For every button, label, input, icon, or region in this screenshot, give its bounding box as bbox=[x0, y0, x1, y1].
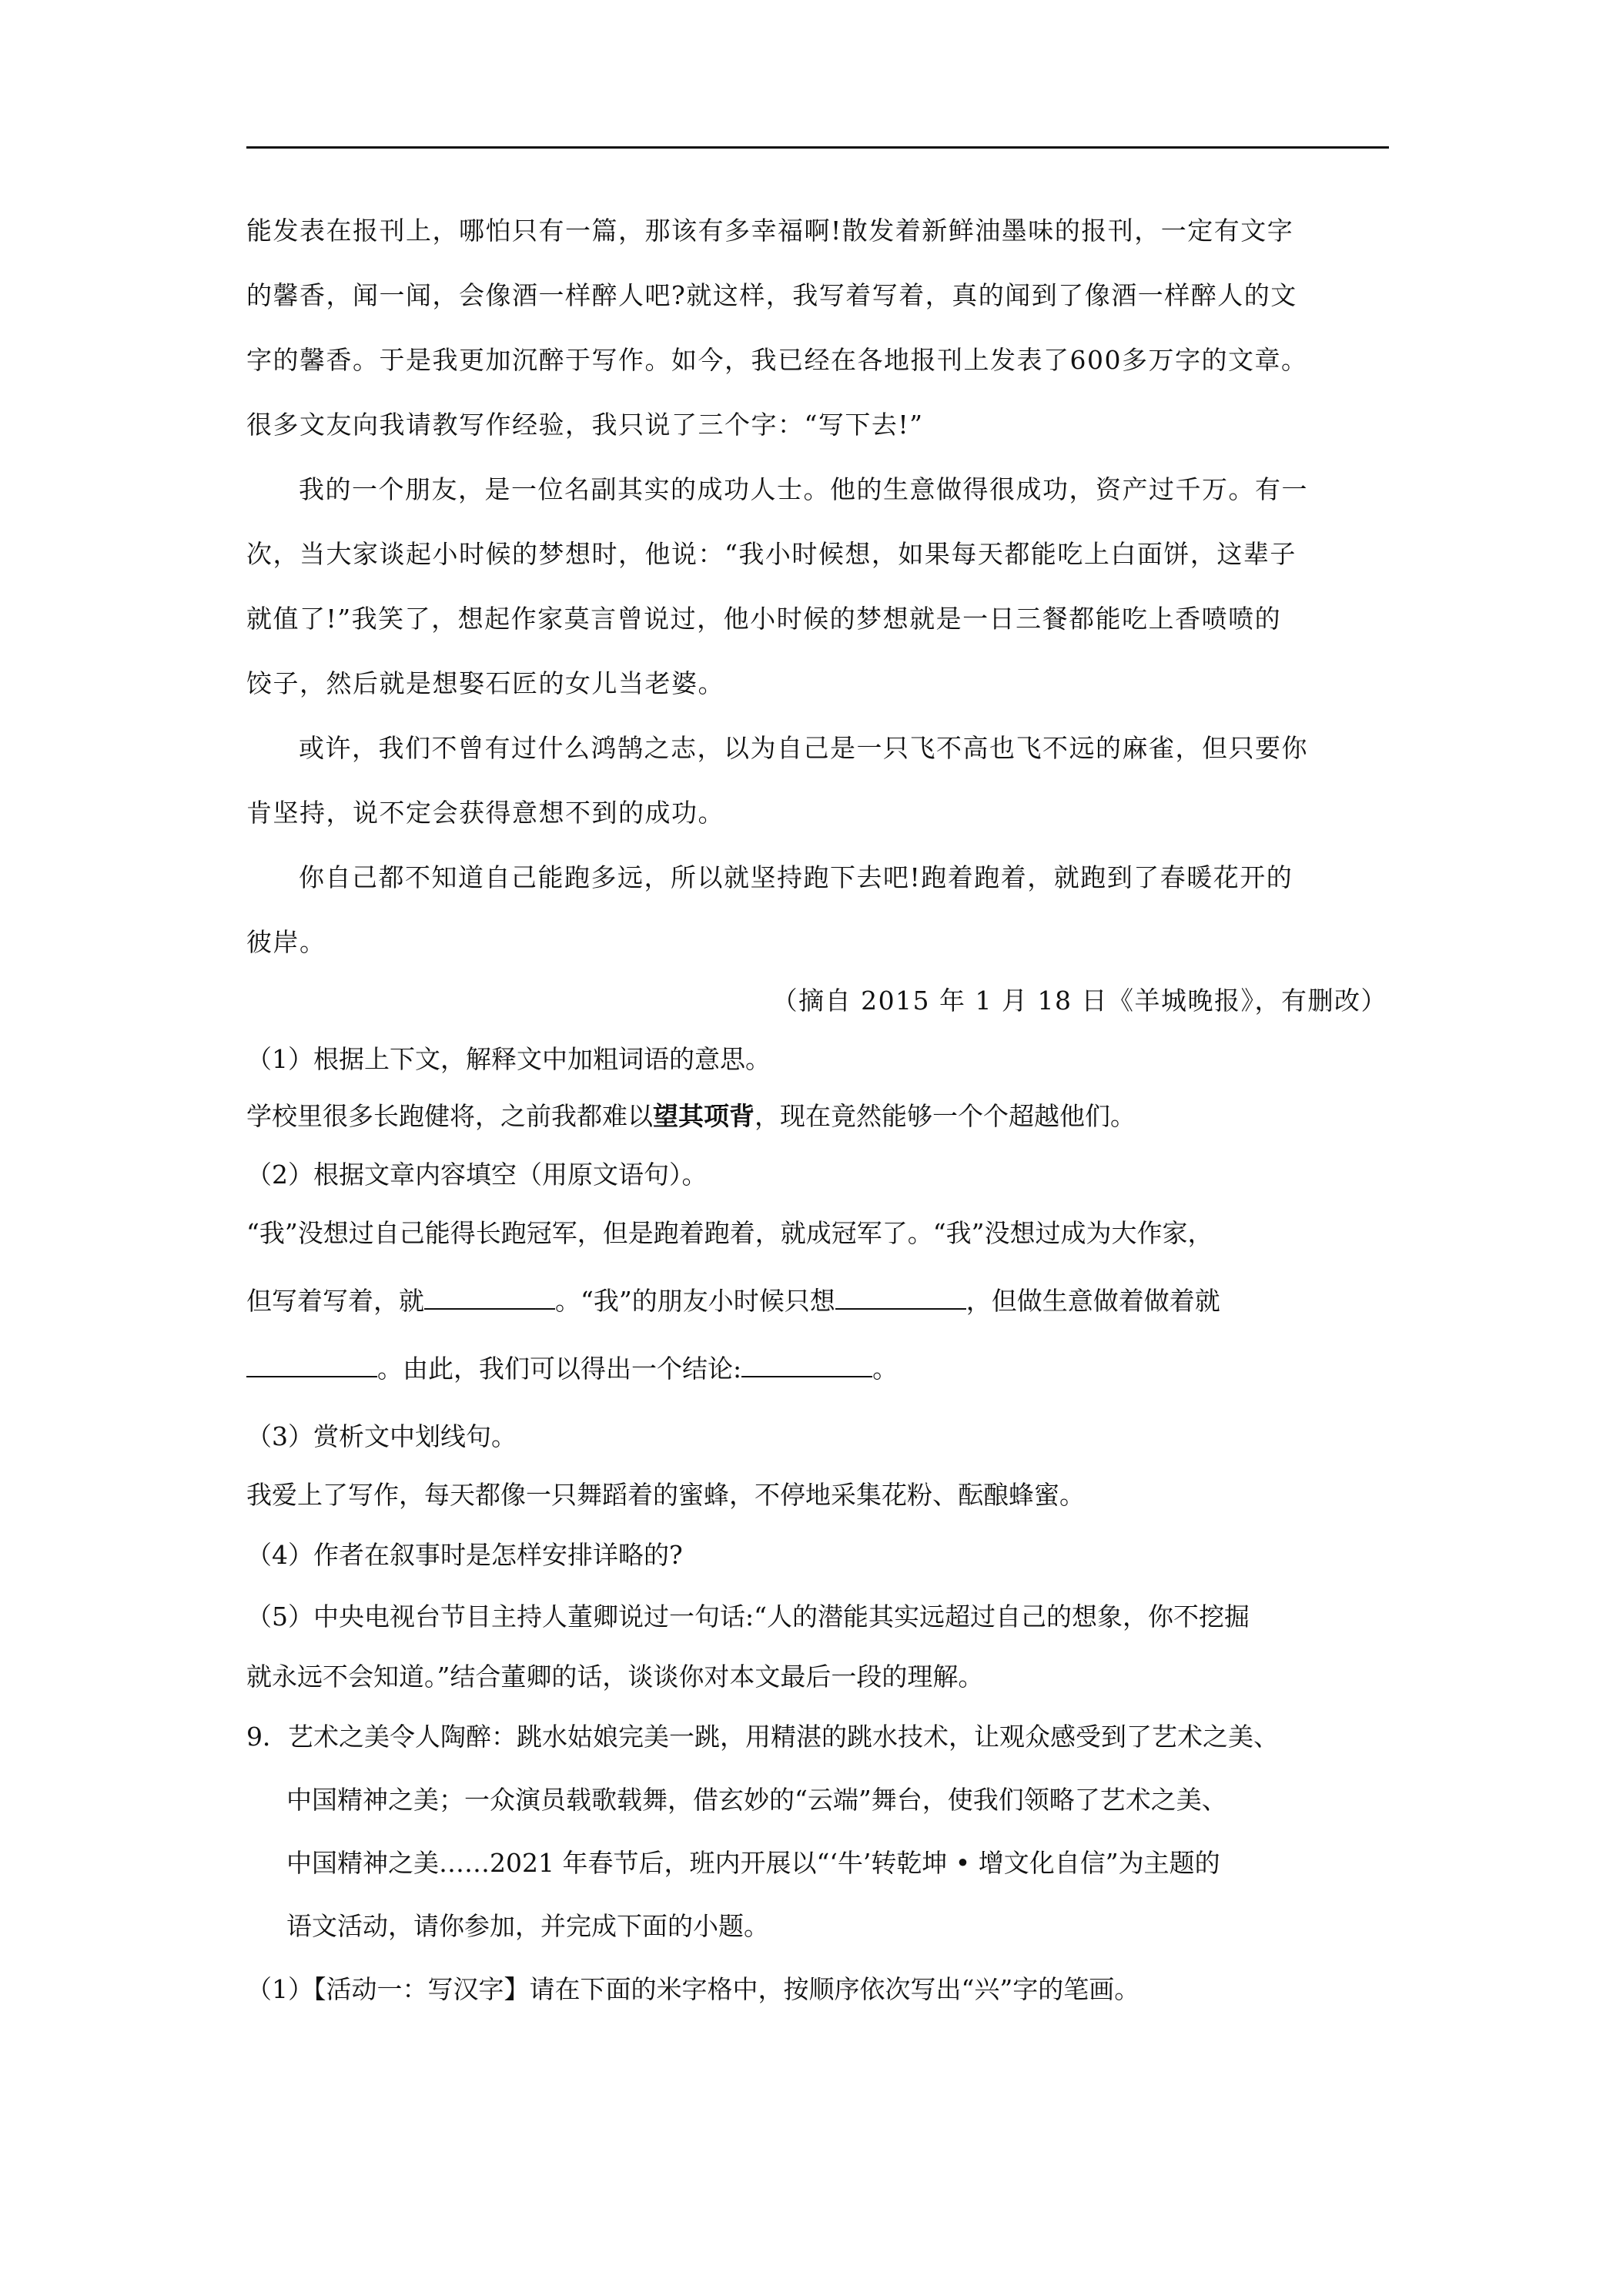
passage-line: 很多文友向我请教写作经验，我只说了三个字：“写下去!” bbox=[246, 410, 924, 440]
question-5-line: （5）中央电视台节目主持人董卿说过一句话:“人的潜能其实远超过自己的想象，你不挖掘 bbox=[246, 1602, 1250, 1632]
question-9-line: 中国精神之美……2021 年春节后，班内开展以“‘牛’转乾坤 • 增文化自信”为主题的 bbox=[286, 1848, 1220, 1878]
passage-line: 饺子，然后就是想娶石匠的女儿当老婆。 bbox=[246, 668, 724, 698]
passage-line: 就值了!”我笑了，想起作家莫言曾说过，他小时候的梦想就是一日三餐都能吃上香喷喷的 bbox=[246, 604, 1282, 634]
question-5-line: 就永远不会知道。”结合董卿的话，谈谈你对本文最后一段的理解。 bbox=[246, 1662, 984, 1692]
question-4: （4）作者在叙事时是怎样安排详略的? bbox=[246, 1540, 683, 1570]
passage-line: 次，当大家谈起小时候的梦想时，他说：“我小时候想，如果每天都能吃上白面饼，这辈子 bbox=[246, 539, 1297, 569]
source-citation: （摘自 2015 年 1 月 18 日《羊城晚报》，有删改） bbox=[771, 986, 1387, 1016]
question-3-sentence: 我爱上了写作，每天都像一只舞蹈着的蜜蜂，不停地采集花粉、酝酿蜂蜜。 bbox=[246, 1480, 1085, 1510]
passage-line: 肯坚持，说不定会获得意想不到的成功。 bbox=[246, 798, 724, 828]
passage-line: 彼岸。 bbox=[246, 927, 326, 957]
question-9-line: 中国精神之美；一众演员载歌载舞，借玄妙的“云端”舞台，使我们领略了艺术之美、 bbox=[286, 1785, 1227, 1815]
question-1-sentence: 学校里很多长跑健将，之前我都难以望其项背，现在竟然能够一个个超越他们。 bbox=[246, 1101, 1136, 1131]
question-9-sub-1: （1）【活动一：写汉字】请在下面的米字格中，按顺序依次写出“兴”字的笔画。 bbox=[246, 1974, 1140, 2004]
bold-phrase: 望其项背 bbox=[653, 1101, 755, 1131]
fill-blank[interactable] bbox=[424, 1287, 555, 1310]
question-3: （3）赏析文中划线句。 bbox=[246, 1421, 517, 1451]
passage-line: 或许，我们不曾有过什么鸿鹄之志，以为自己是一只飞不高也飞不远的麻雀，但只要你 bbox=[299, 733, 1308, 763]
question-2-line: “我”没想过自己能得长跑冠军，但是跑着跑着，就成冠军了。“我”没想过成为大作家， bbox=[246, 1218, 1213, 1248]
passage-line: 字的馨香。于是我更加沉醉于写作。如今，我已经在各地报刊上发表了600多万字的文章。 bbox=[246, 345, 1308, 375]
fill-blank[interactable] bbox=[246, 1354, 377, 1377]
passage-line: 我的一个朋友，是一位名副其实的成功人士。他的生意做得很成功，资产过千万。有一 bbox=[299, 474, 1308, 504]
passage-line: 的馨香，闻一闻，会像酒一样醉人吧?就这样，我写着写着，真的闻到了像酒一样醉人的文 bbox=[246, 280, 1297, 310]
question-9-line: 9．艺术之美令人陶醉：跳水姑娘完美一跳，用精湛的跳水技术，让观众感受到了艺术之美、 bbox=[246, 1722, 1279, 1752]
fill-blank[interactable] bbox=[741, 1354, 872, 1377]
fill-blank[interactable] bbox=[835, 1287, 966, 1310]
passage-line: 能发表在报刊上，哪怕只有一篇，那该有多幸福啊!散发着新鲜油墨味的报刊，一定有文字 bbox=[246, 216, 1294, 246]
question-1: （1）根据上下文，解释文中加粗词语的意思。 bbox=[246, 1044, 771, 1074]
question-2-line: 但写着写着，就 。“我”的朋友小时候只想 ，但做生意做着做着就 bbox=[246, 1286, 1220, 1316]
passage-line: 你自己都不知道自己能跑多远，所以就坚持跑下去吧!跑着跑着，就跑到了春暖花开的 bbox=[299, 862, 1293, 892]
header-rule bbox=[246, 146, 1389, 149]
question-2: （2）根据文章内容填空（用原文语句）。 bbox=[246, 1160, 708, 1190]
question-2-line: 。由此，我们可以得出一个结论: 。 bbox=[246, 1354, 1401, 1384]
question-9-line: 语文活动，请你参加，并完成下面的小题。 bbox=[286, 1911, 769, 1941]
